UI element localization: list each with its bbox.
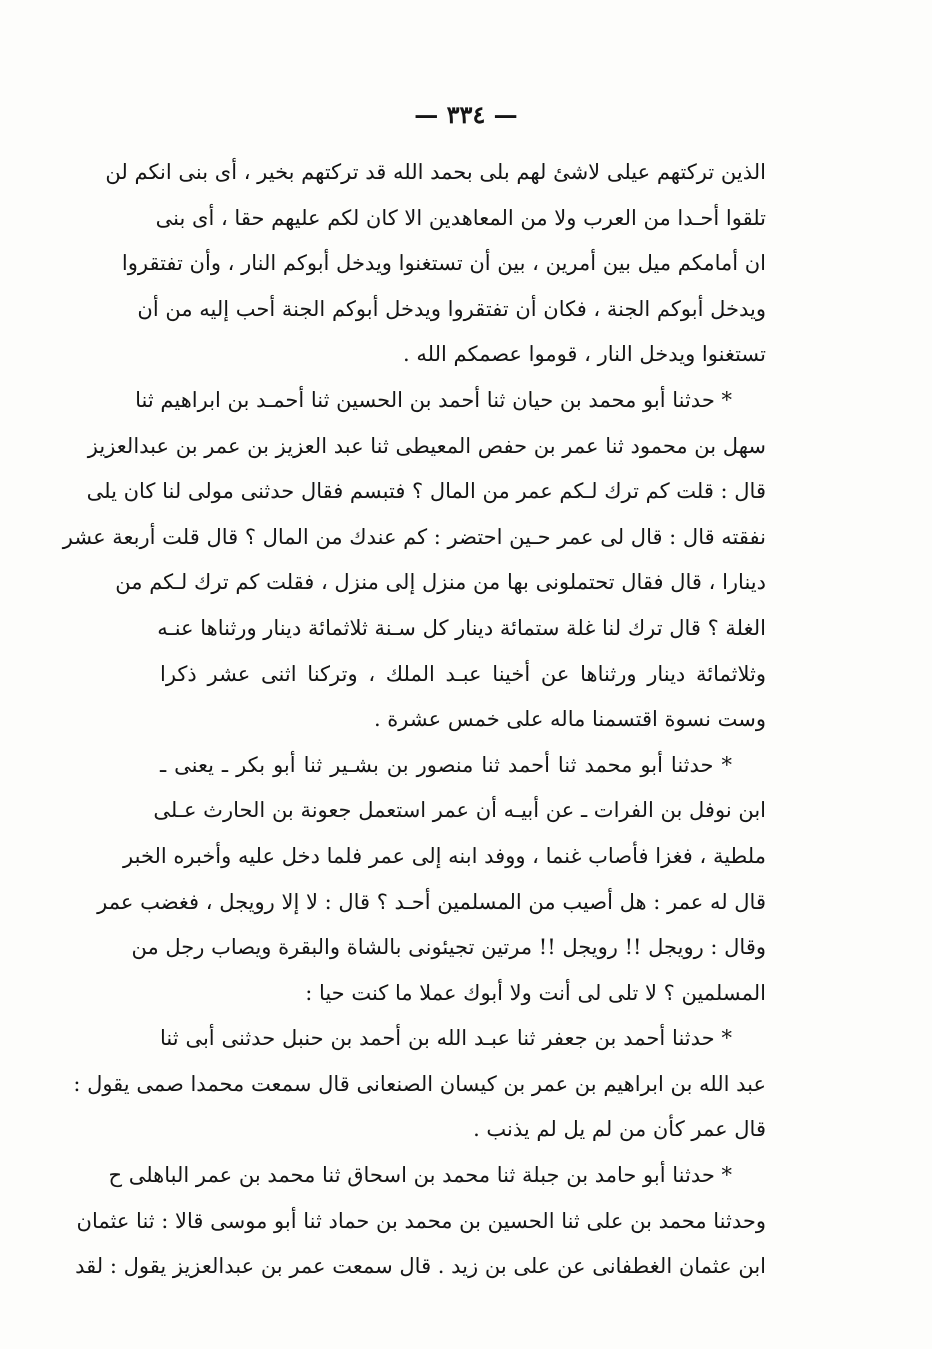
body-text: [62, 150, 766, 1290]
text-line: وقال : رويجل !! رويجل !! مرتين تجيئونى بالشاة والبقرة ويصاب رجل من: [131, 935, 766, 960]
text-line: وست نسوة اقتسمنا ماله على خمس عشرة .: [373, 707, 766, 732]
paragraph-start-line: * حدثنا أحمد بن جعفر ثنا عبـد الله بن أحمد بن حنبل حدثنى أبى ثنا: [160, 1026, 732, 1051]
paragraph-start-line: * حدثنا أبو محمد بن حيان ثنا أحمد بن الحسين ثنا أحمـد بن ابراهيم ثنا: [135, 387, 732, 412]
page-number: — ٣٣٤ —: [414, 100, 518, 129]
text-line: وثلاثمائة دينار ورثناها عن أخينا عبـد الملك ، وتركنا اثنى عشر ذكرا: [160, 661, 766, 686]
text-line: قال عمر كأن من لم يل لم يذنب .: [473, 1117, 766, 1142]
text-line: وحدثنا محمد بن على ثنا الحسين بن محمد بن حماد ثنا أبو موسى قالا : ثنا عثمان: [76, 1208, 766, 1233]
text-line: الذين تركتهم عيلى لاشئ لهم بلى بحمد الله قد تركتهم بخير ، أى بنى انكم لن: [105, 160, 766, 184]
text-line: ان أمامكم ميل بين أمرين ، بين أن تستغنوا ويدخل أبوكم النار ، وأن تفتقروا: [121, 251, 766, 276]
text-line: ابن عثمان الغطفانى عن على بن زيد . قال سمعت عمر بن عبدالعزيز يقول : لقد: [75, 1254, 766, 1279]
text-line: قال : قلت كم ترك لـكم عمر من المال ؟ فتبسم فقال حدثنى مولى لنا كان يلى: [86, 479, 766, 504]
text-line: سهل بن محمود ثنا عمر بن حفص المعيطى ثنا عبد العزيز بن عمر بن عبدالعزيز: [87, 433, 766, 458]
paragraph-start-line: * حدثنا أبو حامد بن جبلة ثنا محمد بن اسحاق ثنا محمد بن عمر الباهلى ح: [108, 1163, 732, 1188]
text-line: قال له عمر : هل أصيب من المسلمين أحـد ؟ قال : لا إلا رويجل ، فغضب عمر: [97, 889, 766, 914]
text-line: الغلة ؟ قال ترك لنا غلة ستمائة دينار كل سـنة ثلاثمائة دينار ورثناها عنـه: [157, 615, 766, 640]
text-line: نفقته قال : قال لى عمر حـين احتضر : كم عندك من المال ؟ قال قلت أربعة عشر: [62, 524, 766, 549]
text-line: ابن نوفل بن الفرات ـ عن أبيـه أن عمر استعمل جعونة بن الحارث عـلى: [153, 798, 766, 823]
text-line: المسلمين ؟ لا تلى لى أنت ولا أبوك عملا ما كنت حيا :: [305, 980, 766, 1005]
text-line: ملطية ، فغزا فأصاب غنما ، ووفد ابنه إلى عمر فلما دخل عليه وأخبره الخبر: [123, 843, 766, 868]
text-line: عبد الله بن ابراهيم بن عمر بن كيسان الصنعانى قال سمعت محمدا صمى يقول :: [73, 1071, 766, 1096]
text-line: ويدخل أبوكم الجنة ، فكان أن تفتقروا ويدخل أبوكم الجنة أحب إليه من أن: [137, 296, 766, 321]
paragraph-start-line: * حدثنا أبو محمد ثنا أحمد ثنا منصور بن بشـير ثنا أبو بكر ـ يعنى ـ: [160, 752, 732, 777]
text-line: دينارا ، قال فقال تحتملونى بها من منزل إلى منزل ، فقلت كم ترك لـكم من: [115, 570, 766, 595]
text-line: تلقوا أحـدا من العرب ولا من المعاهدين الا كان لكم عليهم حقا ، أى بنى: [155, 205, 766, 230]
text-line: تستغنوا ويدخل النار ، قوموا عصمكم الله .: [403, 342, 766, 367]
